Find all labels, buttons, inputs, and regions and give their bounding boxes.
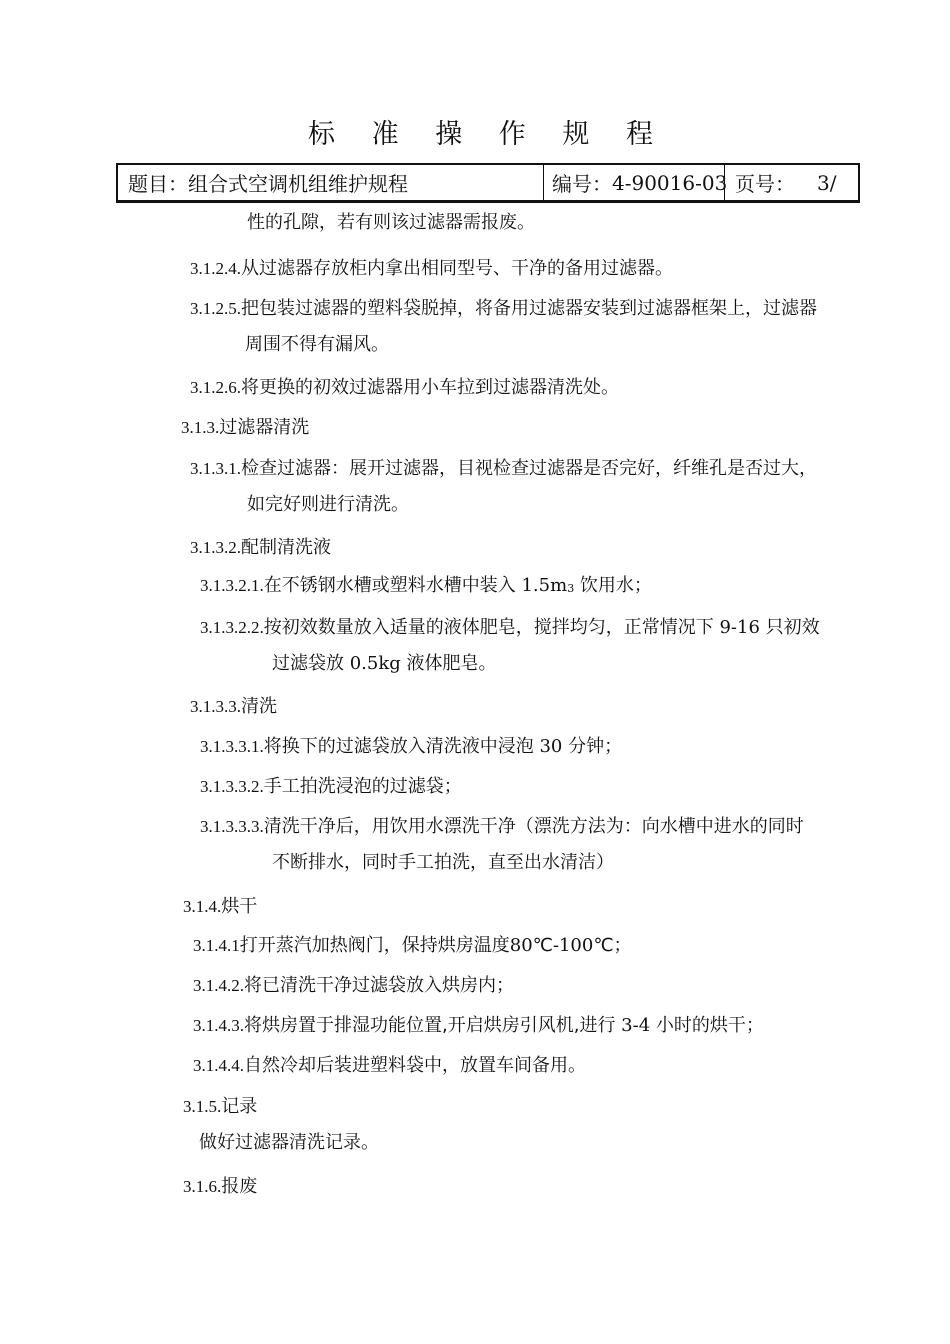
- item-number: 3.1.4.2.: [193, 976, 244, 995]
- text-line: [247, 211, 535, 235]
- item-text: 分钟；: [562, 736, 623, 757]
- item-text: 将已清洗干净过滤袋放入烘房内；: [244, 975, 514, 996]
- item-text: 不断排水，同时手工拍洗，直至出水清洁）: [272, 852, 614, 873]
- item-3-1-4-3: [193, 1014, 764, 1038]
- item-text: 将换下的过滤袋放入清洗液中浸泡: [263, 736, 540, 757]
- document-title: 标 准 操 作 规 程: [308, 119, 667, 150]
- item-quantity: 3-4: [621, 1015, 651, 1036]
- item-3-1-3-3-3: [200, 815, 804, 839]
- item-3-1-2-4: [190, 257, 673, 281]
- item-text: 把包装过滤器的塑料袋脱掉，将备用过滤器安装到过滤器框架上，过滤器: [241, 298, 817, 319]
- section-heading: 过滤器清洗: [219, 417, 310, 438]
- item-text: 液体肥皂。: [400, 653, 497, 674]
- item-3-1-3-2-1: [200, 574, 652, 601]
- section-number: 3.1.6.: [183, 1177, 222, 1196]
- item-3-1-3-3-1: [200, 735, 622, 759]
- item-number: 3.1.3.1.: [190, 459, 241, 478]
- header-number-cell: [544, 165, 728, 200]
- item-3-1-3-3: [190, 695, 277, 719]
- item-text: 配制清洗液: [241, 537, 331, 558]
- item-quantity: 30: [539, 736, 563, 757]
- page-label: 页号：: [735, 172, 795, 196]
- item-text: 清洗: [241, 696, 277, 717]
- page-value: 3/: [817, 170, 837, 195]
- item-quantity: 80: [509, 935, 533, 956]
- section-number: 3.1.3.: [181, 418, 220, 437]
- item-number: 3.1.3.2.2.: [200, 618, 264, 637]
- item-text: 只初效: [759, 617, 820, 638]
- item-3-1-2-6: [190, 376, 619, 400]
- item-3-1-4-4: [193, 1054, 586, 1078]
- item-continuation: [247, 493, 409, 517]
- subject-value: 组合式空调机组维护规程: [188, 172, 408, 196]
- subject-label: 题目：: [128, 172, 188, 196]
- number-value: 4-90016-03: [612, 170, 728, 195]
- section-3-1-6: [183, 1175, 257, 1199]
- item-continuation: [272, 851, 614, 875]
- item-text: 手工拍洗浸泡的过滤袋；: [263, 776, 462, 797]
- section-number: 3.1.5.: [183, 1097, 222, 1116]
- item-number: 3.1.3.3.2.: [200, 777, 264, 796]
- header-subject-cell: [118, 165, 544, 200]
- item-number: 3.1.2.6.: [190, 378, 241, 397]
- section-number: 3.1.4.: [183, 897, 222, 916]
- section-heading: 报废: [221, 1176, 258, 1197]
- section-heading: 烘干: [221, 896, 258, 917]
- section-3-1-3: [181, 416, 309, 440]
- item-3-1-3-3-2: [200, 775, 462, 799]
- item-text: 清洗干净后，用饮用水漂洗干净（漂洗方法为：向水槽中进水的同时: [263, 816, 804, 837]
- item-text: 打开蒸汽加热阀门，保持烘房温度: [239, 935, 510, 956]
- header-page-cell: [725, 165, 858, 200]
- number-label: 编号：: [552, 172, 612, 196]
- item-text: ℃；: [593, 935, 632, 956]
- line-text: 做好过滤器清洗记录。: [199, 1132, 379, 1153]
- item-number: 3.1.3.2.1.: [200, 576, 264, 595]
- item-quantity: 0.5kg: [349, 653, 401, 674]
- section-3-1-4: [183, 895, 257, 919]
- item-3-1-2-5: [190, 297, 817, 321]
- section-3-1-5: [183, 1095, 257, 1119]
- item-text: 如完好则进行清洗。: [247, 494, 409, 515]
- item-number: 3.1.3.2.: [190, 538, 241, 557]
- item-number: 3.1.2.5.: [190, 299, 241, 318]
- item-text: 检查过滤器：展开过滤器，目视检查过滤器是否完好，纤维孔是否过大，: [241, 458, 817, 479]
- item-text: 将烘房置于排湿功能位置,开启烘房引风机,进行: [244, 1015, 622, 1036]
- item-text: ℃: [532, 935, 553, 956]
- item-text: 周围不得有漏风。: [245, 334, 389, 355]
- item-3-1-3-1: [190, 457, 817, 481]
- item-3-1-3-2-2: [200, 616, 820, 640]
- document-header-table: [116, 163, 860, 203]
- line-text: 性的孔隙，若有则该过滤器需报废。: [247, 212, 535, 233]
- item-quantity: 9-16: [719, 617, 760, 638]
- item-number: 3.1.3.3.3.: [200, 817, 264, 836]
- item-continuation: [272, 652, 497, 676]
- item-number: 3.1.4.4.: [193, 1056, 244, 1075]
- item-text: 过滤袋放: [272, 653, 350, 674]
- section-heading: 记录: [221, 1096, 258, 1117]
- item-quantity: 1.5m: [521, 575, 568, 596]
- item-continuation: [245, 333, 389, 357]
- item-quantity: -100: [552, 935, 594, 956]
- item-text: 自然冷却后装进塑料袋中，放置车间备用。: [244, 1055, 586, 1076]
- item-unit-exponent: 3: [567, 582, 575, 595]
- item-number: 3.1.4.1: [193, 936, 240, 955]
- item-number: 3.1.3.3.1.: [200, 737, 264, 756]
- text-line: [199, 1131, 379, 1155]
- item-text: 从过滤器存放柜内拿出相同型号、干净的备用过滤器。: [241, 258, 673, 279]
- item-text: 按初效数量放入适量的液体肥皂，搅拌均匀，正常情况下: [263, 617, 720, 638]
- item-text: 在不锈钢水槽或塑料水槽中装入: [263, 575, 522, 596]
- item-3-1-4-2: [193, 974, 514, 998]
- item-text: 饮用水；: [574, 575, 652, 596]
- item-number: 3.1.3.3.: [190, 697, 241, 716]
- item-text: 小时的烘干；: [650, 1015, 764, 1036]
- item-number: 3.1.4.3.: [193, 1016, 244, 1035]
- item-3-1-4-1: [193, 934, 632, 958]
- item-text: 将更换的初效过滤器用小车拉到过滤器清洗处。: [241, 377, 619, 398]
- item-number: 3.1.2.4.: [190, 259, 241, 278]
- item-3-1-3-2: [190, 536, 331, 560]
